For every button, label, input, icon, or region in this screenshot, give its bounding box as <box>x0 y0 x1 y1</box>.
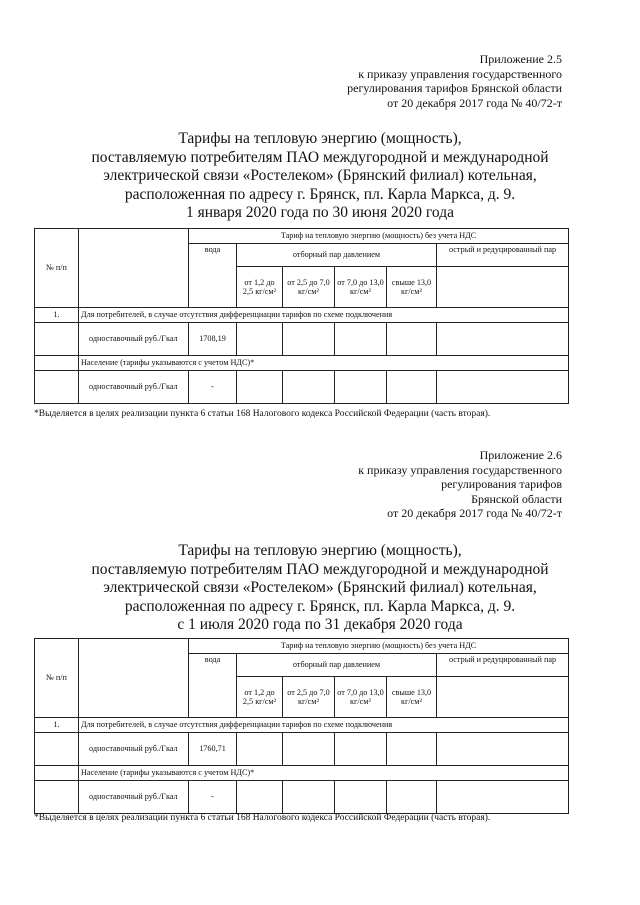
row-number: 1. <box>35 308 79 323</box>
row-number: 1. <box>35 718 79 733</box>
section-label: Население (тарифы указываются с учетом НДС)* <box>79 356 569 371</box>
cell-empty <box>437 781 569 814</box>
cell-empty <box>387 323 437 356</box>
header-steam: отборный пар давлением <box>237 654 437 677</box>
cell-empty <box>35 781 79 814</box>
header-pressure-3: от 7,0 до 13,0 кг/см² <box>335 267 387 308</box>
appendix-line: Брянской области <box>471 491 562 506</box>
cell-empty <box>35 371 79 404</box>
header-empty <box>79 639 189 718</box>
appendix-line: регулирования тарифов <box>441 477 562 491</box>
cell-empty <box>437 371 569 404</box>
header-tariff: Тариф на тепловую энергию (мощность) без учета НДС <box>189 229 569 244</box>
tariff-value: 1708,19 <box>189 323 237 356</box>
cell-empty <box>335 371 387 404</box>
header-water: вода <box>189 654 237 718</box>
cell-empty <box>237 371 283 404</box>
header-pressure-2: от 2,5 до 7,0 кг/см² <box>283 267 335 308</box>
header-pressure-1: от 1,2 до 2,5 кг/см² <box>237 677 283 718</box>
appendix-line: от 20 декабря 2017 года № 40/72-т <box>387 95 562 110</box>
title-line: с 1 июля 2020 года по 31 декабря 2020 года <box>177 616 463 633</box>
title-line: Тарифы на тепловую энергию (мощность), <box>178 130 462 147</box>
footnote-2: *Выделяется в целях реализации пункта 6 статьи 168 Налогового кодекса Российской Федерации (часть вторая). <box>34 813 491 823</box>
cell-empty <box>35 733 79 766</box>
document-title-1 <box>60 130 580 223</box>
appendix-header-2 <box>358 448 562 521</box>
document-title-2 <box>60 542 580 635</box>
header-water: вода <box>189 244 237 308</box>
appendix-line: регулирования тарифов Брянской области <box>347 81 562 95</box>
appendix-header-1 <box>347 52 562 110</box>
tariff-value: - <box>189 781 237 814</box>
header-pressure-4: свыше 13,0 кг/см² <box>387 677 437 718</box>
appendix-line: Приложение 2.6 <box>479 448 562 462</box>
cell-empty <box>387 371 437 404</box>
cell-empty <box>335 733 387 766</box>
cell-empty <box>335 323 387 356</box>
title-line: 1 января 2020 года по 30 июня 2020 года <box>186 204 454 221</box>
title-line: расположенная по адресу г. Брянск, пл. Карла Маркса, д. 9. <box>124 597 516 615</box>
appendix-line: к приказу управления государственного <box>358 462 562 477</box>
header-number: № п/п <box>35 639 79 718</box>
cell-empty <box>437 267 569 308</box>
cell-empty <box>283 781 335 814</box>
header-pressure-2: от 2,5 до 7,0 кг/см² <box>283 677 335 718</box>
title-line: расположенная по адресу г. Брянск, пл. Карла Маркса, д. 9. <box>124 185 516 203</box>
cell-empty <box>283 371 335 404</box>
cell-empty <box>237 733 283 766</box>
cell-empty <box>335 781 387 814</box>
header-sharp-steam: острый и редуцированный пар <box>437 654 569 677</box>
tariff-table-1 <box>34 228 569 404</box>
cell-empty <box>437 733 569 766</box>
cell-empty <box>283 323 335 356</box>
cell-empty <box>237 323 283 356</box>
header-pressure-3: от 7,0 до 13,0 кг/см² <box>335 677 387 718</box>
cell-empty <box>237 781 283 814</box>
tariff-value: - <box>189 371 237 404</box>
tariff-label: одноставочный руб./Гкал <box>79 323 189 356</box>
cell-empty <box>387 733 437 766</box>
header-sharp-steam: острый и редуцированный пар <box>437 244 569 267</box>
header-tariff: Тариф на тепловую энергию (мощность) без учета НДС <box>189 639 569 654</box>
section-label: Население (тарифы указываются с учетом НДС)* <box>79 766 569 781</box>
title-line: Тарифы на тепловую энергию (мощность), <box>178 542 462 559</box>
title-line: поставляемую потребителям ПАО междугородной и международной <box>91 148 549 166</box>
cell-empty <box>35 766 79 781</box>
tariff-value: 1760,71 <box>189 733 237 766</box>
cell-empty <box>283 733 335 766</box>
cell-empty <box>35 323 79 356</box>
appendix-line: Приложение 2.5 <box>479 52 562 66</box>
footnote-1: *Выделяется в целях реализации пункта 6 статьи 168 Налогового кодекса Российской Федерации (часть вторая). <box>34 409 491 419</box>
title-line: поставляемую потребителям ПАО междугородной и международной <box>91 560 549 578</box>
header-number: № п/п <box>35 229 79 308</box>
section-label: Для потребителей, в случае отсутствия дифференциации тарифов по схеме подключения <box>79 308 569 323</box>
section-label: Для потребителей, в случае отсутствия дифференциации тарифов по схеме подключения <box>79 718 569 733</box>
cell-empty <box>387 781 437 814</box>
title-line: электрической связи «Ростелеком» (Брянский филиал) котельная, <box>103 579 537 596</box>
appendix-line: от 20 декабря 2017 года № 40/72-т <box>387 506 562 520</box>
cell-empty <box>437 677 569 718</box>
header-pressure-4: свыше 13,0 кг/см² <box>387 267 437 308</box>
tariff-table-2 <box>34 638 569 814</box>
header-empty <box>79 229 189 308</box>
appendix-line: к приказу управления государственного <box>358 66 562 81</box>
header-pressure-1: от 1,2 до 2,5 кг/см² <box>237 267 283 308</box>
tariff-label: одноставочный руб./Гкал <box>79 781 189 814</box>
cell-empty <box>35 356 79 371</box>
tariff-label: одноставочный руб./Гкал <box>79 371 189 404</box>
cell-empty <box>437 323 569 356</box>
title-line: электрической связи «Ростелеком» (Брянский филиал) котельная, <box>103 167 537 184</box>
header-steam: отборный пар давлением <box>237 244 437 267</box>
tariff-label: одноставочный руб./Гкал <box>79 733 189 766</box>
